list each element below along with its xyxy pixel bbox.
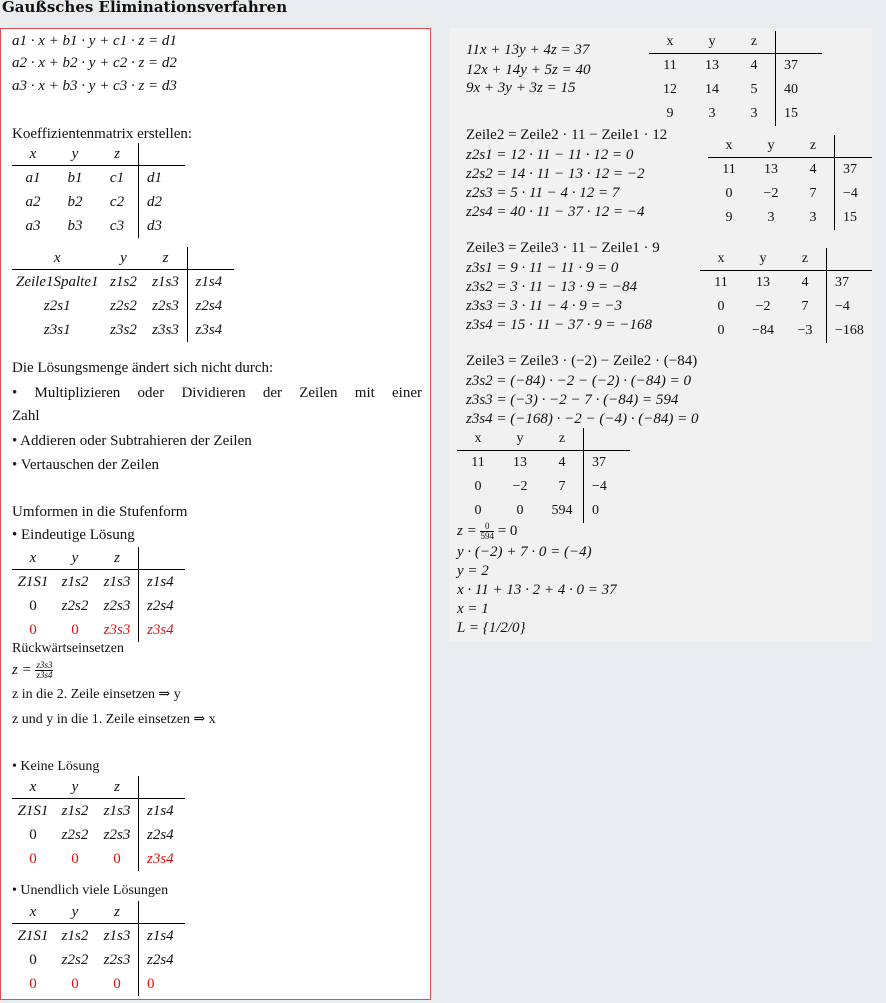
unendlich-label: • Unendlich viele Lösungen	[12, 883, 169, 898]
table-cell: z2s4	[139, 594, 186, 618]
table-cell: 13	[756, 275, 770, 290]
table-cell: d2	[139, 190, 186, 214]
step4-line: z3s3 = (−3) · −2 − 7 · (−84) = 594	[466, 392, 679, 408]
keine-label: • Keine Lösung	[12, 759, 100, 774]
table-cell: 37	[827, 271, 873, 296]
table-row	[649, 78, 822, 102]
z-formula	[12, 661, 53, 680]
equation-line: a3 · x + b3 · y + c3 · z = d3	[12, 78, 177, 94]
solution-line: x = 1	[457, 601, 489, 617]
table-cell: 4	[558, 455, 566, 470]
table-cell: b3	[67, 217, 83, 234]
step3-line: z3s4 = 15 · 11 − 37 · 9 = −168	[466, 317, 653, 333]
table-cell: 7	[801, 299, 809, 314]
table-cell: 40	[776, 78, 823, 102]
table-row	[12, 823, 185, 847]
step3-line: z3s3 = 3 · 11 − 4 · 9 = −3	[466, 298, 623, 314]
table-cell: 13	[513, 455, 527, 470]
page-title: Gaußsches Eliminationsverfahren	[2, 0, 288, 16]
table-cell: 13	[764, 162, 778, 177]
step3-line: z3s2 = 3 · 11 − 13 · 9 = −84	[466, 279, 638, 295]
table-row	[12, 972, 185, 996]
table-cell: z1s3	[103, 927, 131, 944]
table-header-cell	[139, 547, 186, 570]
rule-item: • Vertauschen der Zeilen	[12, 457, 159, 473]
table-row	[700, 295, 872, 319]
table-cell: 3	[767, 210, 775, 225]
table-header-cell: y	[54, 547, 96, 570]
table-cell: 12	[663, 82, 677, 97]
table-header-cell	[584, 428, 631, 451]
table-cell: 0	[113, 975, 121, 992]
step2-line: z2s4 = 40 · 11 − 37 · 12 = −4	[466, 204, 645, 220]
table-row	[12, 570, 185, 595]
rueck-label: Rückwärtseinsetzen	[12, 641, 124, 656]
table-cell: z2s3	[152, 297, 179, 314]
table-cell: z1s4	[139, 924, 186, 949]
table-cell: 7	[809, 186, 817, 201]
table-header-cell: x	[12, 547, 54, 570]
table-cell: 3	[750, 106, 758, 121]
table-cell: 7	[558, 479, 566, 494]
table-header-cell	[835, 135, 873, 158]
table-cell: d1	[139, 166, 186, 191]
table-cell: 11	[714, 275, 728, 290]
table-row	[12, 948, 185, 972]
table-header-cell: x	[12, 901, 54, 924]
table-cell: 594	[551, 503, 573, 518]
table-header-cell: y	[750, 135, 792, 158]
table-cell: z2s2	[61, 597, 89, 614]
table-cell: 11	[471, 455, 485, 470]
table-cell: z2s1	[43, 297, 71, 314]
table-header-cell: z	[792, 135, 835, 158]
table-cell: −4	[584, 475, 631, 499]
rules-heading: Die Lösungsmenge ändert sich nicht durch:	[12, 360, 274, 376]
eindeutig-label: • Eindeutige Lösung	[12, 527, 135, 543]
left-panel	[0, 28, 431, 1000]
table-cell: 4	[809, 162, 817, 177]
system-line: 9x + 3y + 3z = 15	[466, 80, 576, 96]
table-cell: a2	[25, 193, 41, 210]
table-header-cell: z	[733, 31, 776, 54]
table-header-cell: z	[96, 143, 139, 166]
table-cell: 15	[776, 102, 823, 126]
table-row	[649, 102, 822, 126]
table-cell: 14	[705, 82, 719, 97]
solution-line: y = 2	[457, 563, 489, 579]
table-header-cell: z	[96, 547, 139, 570]
table-cell: 9	[666, 106, 674, 121]
eindeutig-table	[12, 547, 185, 642]
table-header-cell: z	[784, 248, 827, 271]
table-cell: z1s2	[61, 573, 89, 590]
step2-line: z2s3 = 5 · 11 − 4 · 12 = 7	[466, 185, 620, 201]
table-cell: 11	[722, 162, 736, 177]
step4-line: z3s4 = (−168) · −2 − (−4) · (−84) = 0	[466, 411, 699, 427]
unendlich-table	[12, 901, 185, 996]
einsetzen-line: z in die 2. Zeile einsetzen ⇒ y	[12, 687, 181, 702]
system-line: 11x + 13y + 4z = 37	[466, 42, 590, 58]
table-cell: z1s2	[61, 802, 89, 819]
table-cell: z3s4	[139, 618, 186, 642]
table-header-cell: x	[457, 428, 499, 451]
table-row	[12, 190, 185, 214]
matrix-table-2	[708, 135, 872, 230]
table-cell: −84	[752, 323, 774, 338]
table-cell: z3s3	[103, 621, 131, 638]
table-cell: −2	[763, 186, 779, 201]
matrix-table-1	[649, 31, 822, 126]
table-row	[708, 206, 872, 230]
table-row	[12, 270, 234, 295]
table-cell: 0	[29, 975, 37, 992]
table-cell: −4	[827, 295, 873, 319]
table-row	[457, 475, 630, 499]
table-row	[708, 182, 872, 206]
z-eq-prefix: z =	[12, 662, 32, 678]
matrix-table-3	[700, 248, 872, 343]
table-row	[700, 271, 872, 296]
table-cell: −168	[827, 319, 873, 343]
table-cell: d3	[139, 214, 186, 238]
table-row	[12, 924, 185, 949]
table-header-cell: y	[691, 31, 733, 54]
equation-line: a2 · x + b2 · y + c2 · z = d2	[12, 55, 177, 71]
table-cell: 37	[776, 54, 823, 79]
z-frac-den: z3s4	[36, 670, 53, 681]
table-cell: 0	[717, 323, 725, 338]
step3-line: Zeile3 = Zeile3 · 11 − Zeile1 · 9	[466, 240, 660, 256]
table-row	[457, 451, 630, 476]
table-header-cell	[139, 901, 186, 924]
table-cell: z2s2	[61, 951, 89, 968]
table-cell: 0	[717, 299, 725, 314]
rule-item: Zahl	[12, 408, 40, 424]
table-cell: 9	[725, 210, 733, 225]
rule-item: • Multiplizieren oder Dividieren der Zeilen mit einer	[12, 385, 422, 401]
table-header-cell: y	[54, 901, 96, 924]
step4-line: Zeile3 = Zeile3 · (−2) − Zeile2 · (−84)	[466, 353, 698, 369]
table-cell: 0	[29, 826, 37, 843]
sol-z-prefix: z =	[457, 523, 477, 539]
table-header-cell	[827, 248, 873, 271]
step4-line: z3s2 = (−84) · −2 − (−2) · (−84) = 0	[466, 373, 691, 389]
table-header-cell	[776, 31, 823, 54]
solution-z	[457, 522, 517, 541]
table-cell: 13	[705, 58, 719, 73]
step2-line: z2s1 = 12 · 11 − 11 · 12 = 0	[466, 147, 634, 163]
table-cell: b1	[67, 169, 83, 186]
table-header-cell: z	[541, 428, 584, 451]
table-row	[12, 318, 234, 342]
table-cell: z3s2	[110, 321, 137, 338]
table-row	[12, 214, 185, 238]
table-cell: 37	[835, 158, 873, 183]
table-cell: c3	[109, 217, 125, 234]
koeff-table	[12, 143, 185, 238]
table-row	[12, 847, 185, 871]
table-cell: z1s3	[103, 802, 131, 819]
table-header-cell: y	[103, 247, 145, 270]
table-cell: c1	[109, 169, 125, 186]
table-cell: z3s1	[43, 321, 71, 338]
table-row	[457, 499, 630, 523]
umformen-heading: Umformen in die Stufenform	[12, 504, 188, 520]
solution-line: x · 11 + 13 · 2 + 4 · 0 = 37	[457, 582, 617, 598]
table-header-cell: x	[700, 248, 742, 271]
step3-line: z3s1 = 9 · 11 − 11 · 9 = 0	[466, 260, 619, 276]
table-cell: z1s2	[110, 273, 137, 290]
sol-z-den: 594	[480, 531, 494, 542]
z-frac-num: z3s3	[36, 660, 53, 671]
table-header-cell	[139, 143, 186, 166]
rule-item: • Addieren oder Subtrahieren der Zeilen	[12, 433, 252, 449]
table-cell: 0	[516, 503, 524, 518]
koeff-heading: Koeffizientenmatrix erstellen:	[12, 126, 193, 142]
table-cell: 0	[474, 479, 482, 494]
table-cell: Z1S1	[17, 573, 49, 590]
table-header-cell: z	[96, 901, 139, 924]
table-cell: z2s3	[103, 597, 131, 614]
table-cell: 37	[584, 451, 631, 476]
table-cell: 0	[71, 621, 79, 638]
table-cell: z2s2	[110, 297, 137, 314]
table-cell: 15	[835, 206, 873, 230]
table-cell: 0	[29, 951, 37, 968]
table-cell: 0	[113, 850, 121, 867]
sol-z-suffix: = 0	[497, 523, 518, 539]
table-cell: z1s4	[139, 799, 186, 824]
table-header-cell	[187, 247, 234, 270]
table-header-cell: x	[708, 135, 750, 158]
table-cell: 0	[29, 597, 37, 614]
table-cell: a3	[25, 217, 41, 234]
table-cell: c2	[109, 193, 125, 210]
table-cell: 4	[750, 58, 758, 73]
table-cell: z1s3	[152, 273, 179, 290]
table-header-cell: x	[649, 31, 691, 54]
table-cell: z2s3	[103, 826, 131, 843]
table-cell: b2	[67, 193, 83, 210]
table-row	[12, 594, 185, 618]
sol-z-num: 0	[480, 522, 494, 532]
table-row	[649, 54, 822, 79]
table-cell: Z1S1	[17, 802, 49, 819]
table-header-cell: y	[742, 248, 784, 271]
system-line: 12x + 14y + 5z = 40	[466, 62, 591, 78]
equation-line: a1 · x + b1 · y + c1 · z = d1	[12, 33, 177, 49]
table-cell: −2	[755, 299, 771, 314]
table-header-cell	[139, 776, 186, 799]
step2-line: z2s2 = 14 · 11 − 13 · 12 = −2	[466, 166, 645, 182]
table-cell: 0	[29, 850, 37, 867]
table-cell: z3s3	[152, 321, 179, 338]
table-cell: Zeile1Spalte1	[16, 273, 99, 290]
table-cell: a1	[25, 169, 41, 186]
table-cell: −2	[512, 479, 528, 494]
table-cell: z2s4	[139, 823, 186, 847]
table-cell: 0	[71, 850, 79, 867]
table-cell: z2s4	[187, 294, 234, 318]
table-header-cell: z	[96, 776, 139, 799]
solution-line: y · (−2) + 7 · 0 = (−4)	[457, 544, 592, 560]
table-cell: 4	[801, 275, 809, 290]
table-cell: z2s4	[139, 948, 186, 972]
table-cell: z2s3	[103, 951, 131, 968]
table-cell: 3	[809, 210, 817, 225]
table-header-cell: y	[54, 143, 96, 166]
table-cell: Z1S1	[17, 927, 49, 944]
table-cell: z2s2	[61, 826, 89, 843]
table-header-cell: x	[12, 143, 54, 166]
table-cell: z1s2	[61, 927, 89, 944]
table-header-cell: y	[499, 428, 541, 451]
table-cell: z3s4	[187, 318, 234, 342]
right-panel	[449, 28, 872, 642]
table-header-cell: x	[12, 247, 103, 270]
table-row	[700, 319, 872, 343]
table-cell: z3s4	[139, 847, 186, 871]
table-cell: 5	[750, 82, 758, 97]
table-cell: z1s3	[103, 573, 131, 590]
step2-line: Zeile2 = Zeile2 · 11 − Zeile1 · 12	[466, 127, 668, 143]
table-cell: 0	[474, 503, 482, 518]
table-header-cell: z	[145, 247, 188, 270]
table-cell: 0	[29, 621, 37, 638]
table-cell: 0	[584, 499, 631, 523]
z-fraction	[35, 661, 53, 680]
matrix-table-4	[457, 428, 630, 523]
table-cell: 0	[71, 975, 79, 992]
table-row	[12, 294, 234, 318]
sol-z-fraction	[480, 522, 494, 541]
table-cell: −3	[797, 323, 813, 338]
keine-table	[12, 776, 185, 871]
table-header-cell: y	[54, 776, 96, 799]
einsetzen-line: z und y in die 1. Zeile einsetzen ⇒ x	[12, 712, 216, 727]
table-header-cell: x	[12, 776, 54, 799]
table-cell: z1s4	[139, 570, 186, 595]
table-row	[12, 166, 185, 191]
table-cell: z1s4	[187, 270, 234, 295]
table-cell: 0	[725, 186, 733, 201]
table-row	[708, 158, 872, 183]
table-row	[12, 799, 185, 824]
table-cell: −4	[835, 182, 873, 206]
solution-line: L = {1/2/0}	[457, 620, 526, 636]
table-cell: 11	[663, 58, 677, 73]
general-table	[12, 247, 234, 342]
table-cell: 3	[708, 106, 716, 121]
table-cell: 0	[139, 972, 186, 996]
